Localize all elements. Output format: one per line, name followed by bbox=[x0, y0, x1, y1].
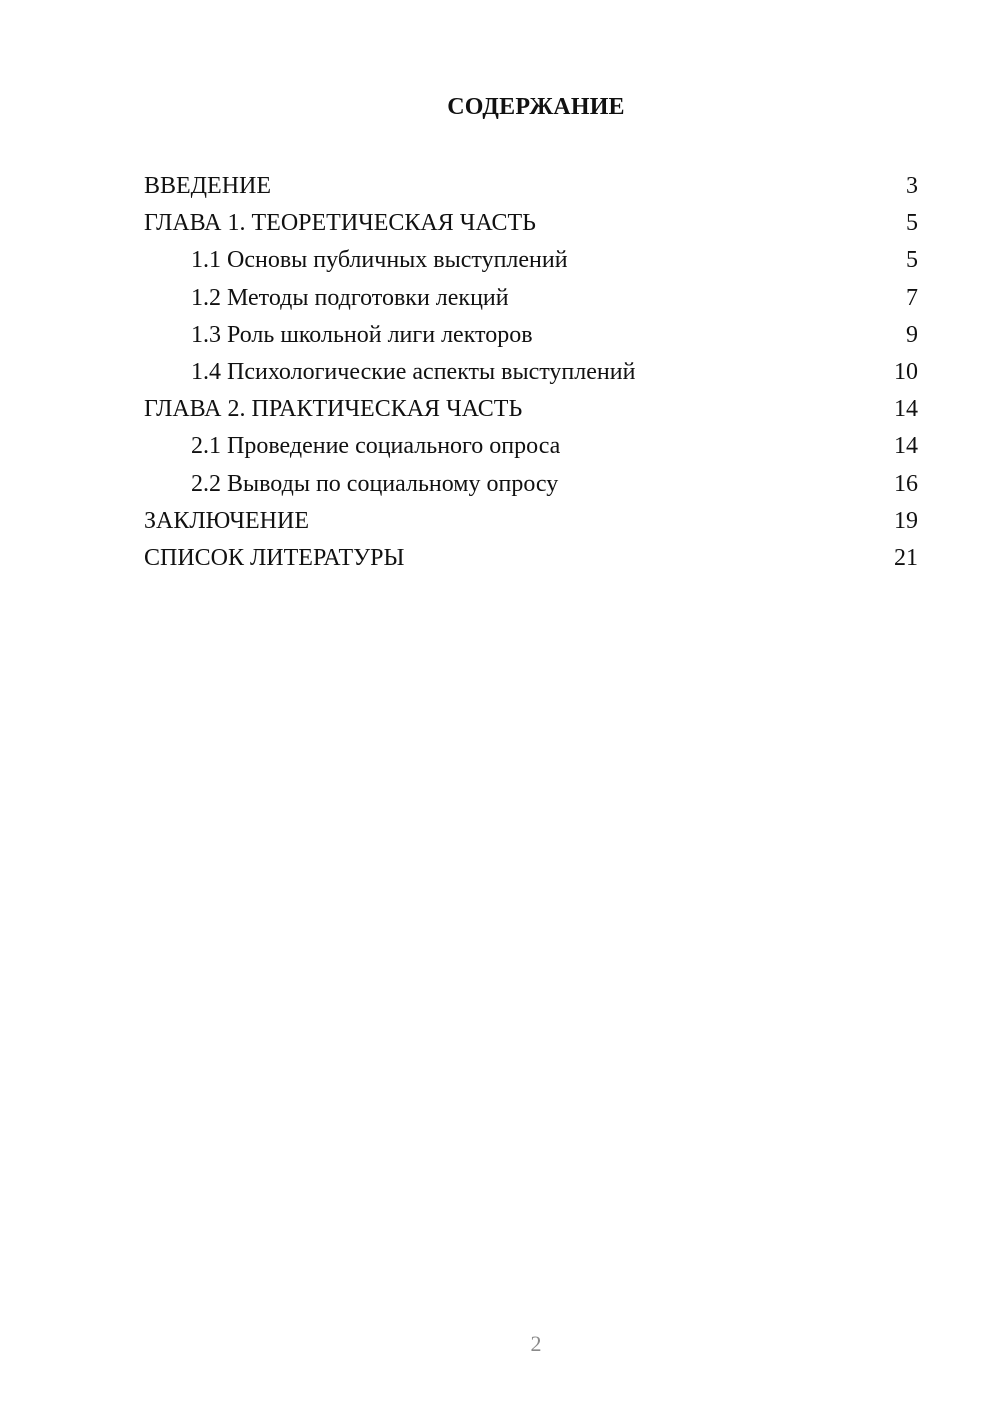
toc-entry-section-1-1[interactable] bbox=[144, 242, 918, 279]
toc-entry-section-2-1[interactable] bbox=[144, 428, 918, 465]
toc-entry-page: 10 bbox=[894, 358, 918, 385]
toc-entry-section-1-3[interactable] bbox=[144, 317, 918, 354]
toc-entry-page: 5 bbox=[906, 247, 918, 274]
toc-entry-page: 16 bbox=[894, 470, 918, 497]
toc-entry-references[interactable] bbox=[144, 540, 918, 577]
toc-entry-section-1-2[interactable] bbox=[144, 280, 918, 317]
toc-entry-label: 1.4 Психологические аспекты выступлений bbox=[191, 358, 636, 385]
page-title: СОДЕРЖАНИЕ bbox=[447, 94, 625, 120]
toc-entry-chapter-2[interactable] bbox=[144, 391, 918, 428]
toc-entry-label: СПИСОК ЛИТЕРАТУРЫ bbox=[144, 544, 405, 571]
toc-entry-label: 1.3 Роль школьной лиги лекторов bbox=[191, 321, 533, 348]
table-of-contents bbox=[144, 168, 918, 577]
toc-entry-section-2-2[interactable] bbox=[144, 466, 918, 503]
toc-entry-introduction[interactable] bbox=[144, 168, 918, 205]
toc-entry-label: ЗАКЛЮЧЕНИЕ bbox=[144, 507, 309, 534]
toc-entry-label: ВВЕДЕНИЕ bbox=[144, 173, 272, 199]
toc-entry-page: 19 bbox=[894, 507, 918, 534]
toc-entry-page: 3 bbox=[906, 173, 918, 199]
toc-entry-page: 14 bbox=[894, 433, 918, 460]
toc-entry-page: 7 bbox=[906, 284, 918, 311]
toc-entry-page: 9 bbox=[906, 321, 918, 348]
toc-entry-label: 1.1 Основы публичных выступлений bbox=[191, 247, 568, 274]
toc-entry-page: 14 bbox=[894, 396, 918, 423]
toc-entry-label: 1.2 Методы подготовки лекций bbox=[191, 284, 509, 311]
page-number: 2 bbox=[530, 1331, 542, 1356]
toc-entry-conclusion[interactable] bbox=[144, 503, 918, 540]
toc-entry-label: 2.2 Выводы по социальному опросу bbox=[191, 470, 559, 497]
toc-entry-label: ГЛАВА 2. ПРАКТИЧЕСКАЯ ЧАСТЬ bbox=[144, 396, 523, 423]
toc-entry-page: 5 bbox=[906, 210, 918, 237]
toc-entry-chapter-1[interactable] bbox=[144, 205, 918, 242]
toc-entry-section-1-4[interactable] bbox=[144, 354, 918, 391]
toc-entry-label: 2.1 Проведение социального опроса bbox=[191, 433, 561, 460]
toc-entry-label: ГЛАВА 1. ТЕОРЕТИЧЕСКАЯ ЧАСТЬ bbox=[144, 210, 536, 237]
toc-entry-page: 21 bbox=[894, 544, 918, 571]
